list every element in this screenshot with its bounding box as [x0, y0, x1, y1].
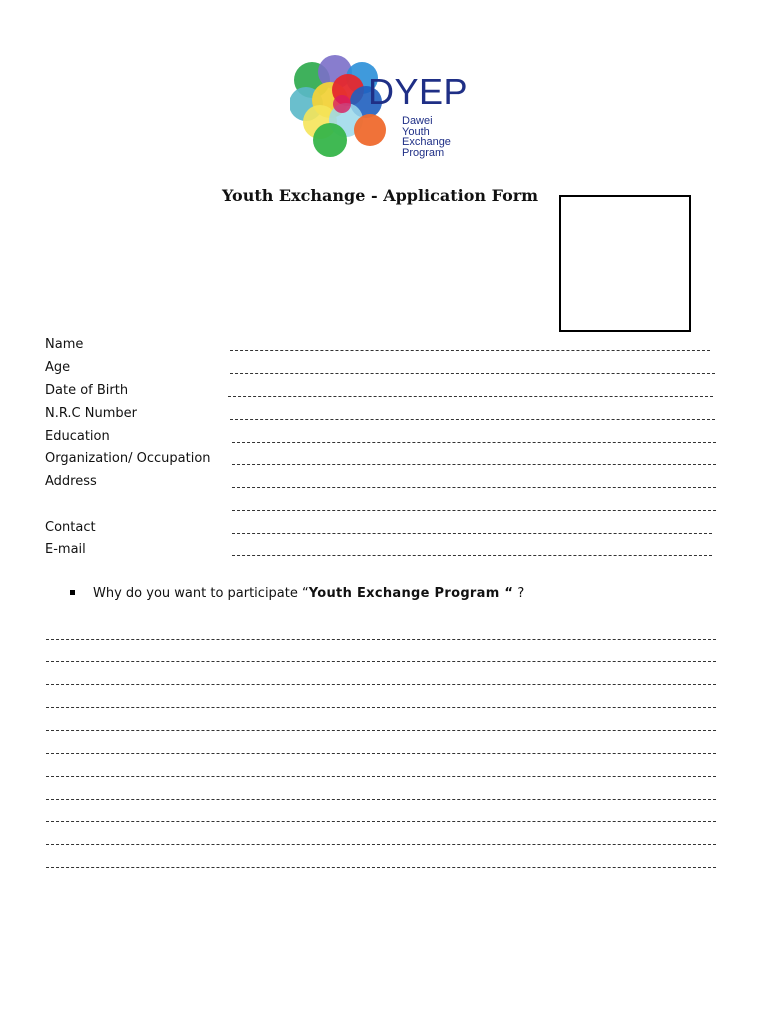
- field-fill-line[interactable]: [232, 533, 712, 534]
- field-fill-line[interactable]: [230, 419, 715, 420]
- question-suffix: ?: [513, 586, 525, 601]
- dyep-logo: [290, 52, 480, 160]
- answer-line[interactable]: [46, 867, 716, 868]
- field-fill-line[interactable]: [232, 487, 716, 488]
- field-label: Contact: [45, 520, 96, 535]
- field-label: Organization/ Occupation: [45, 451, 211, 466]
- logo-subtitle-line: Youth: [402, 125, 430, 138]
- field-label: Age: [45, 360, 71, 375]
- question-emphasis: Youth Exchange Program “: [308, 586, 514, 601]
- answer-line[interactable]: [46, 821, 716, 822]
- field-date-of-birth: [45, 383, 725, 405]
- photo-box[interactable]: [559, 195, 691, 332]
- field-address: [45, 474, 725, 496]
- field-fill-line[interactable]: [232, 555, 712, 556]
- field-nrc-number: [45, 406, 725, 428]
- field-fill-line[interactable]: [230, 373, 715, 374]
- answer-line[interactable]: [46, 707, 716, 708]
- answer-line[interactable]: [46, 684, 716, 685]
- answer-line[interactable]: [46, 844, 716, 845]
- field-fill-line[interactable]: [230, 350, 710, 351]
- bullet-icon: [70, 590, 75, 595]
- field-label: Date of Birth: [45, 383, 129, 398]
- answer-line[interactable]: [46, 776, 716, 777]
- logo-subtitle-line: Dawei: [402, 115, 433, 127]
- field-fill-line[interactable]: [228, 396, 713, 397]
- answer-line[interactable]: [46, 639, 716, 640]
- field-fill-line[interactable]: [232, 442, 716, 443]
- question-prefix: Why do you want to participate “: [93, 586, 309, 601]
- field-label: Education: [45, 429, 110, 444]
- field-age: [45, 360, 725, 382]
- field-fill-line[interactable]: [232, 464, 716, 465]
- answer-line[interactable]: [46, 661, 716, 662]
- field-organization-occupation: [45, 451, 725, 473]
- form-title: Youth Exchange - Application Form: [222, 186, 539, 205]
- field-label: Name: [45, 337, 84, 352]
- field-label: Address: [45, 474, 97, 489]
- answer-line[interactable]: [46, 753, 716, 754]
- logo-subtitle-line: Program: [402, 146, 445, 159]
- field-label: E-mail: [45, 542, 86, 557]
- field-fill-line[interactable]: [232, 510, 716, 511]
- answer-line[interactable]: [46, 799, 716, 800]
- logo-subtitle: [402, 116, 451, 158]
- field-contact: [45, 520, 725, 542]
- question-why-participate: [70, 586, 524, 601]
- field-label: N.R.C Number: [45, 406, 137, 421]
- field-name: [45, 337, 725, 359]
- field-address-line-2: [45, 497, 725, 519]
- field-email: [45, 542, 725, 564]
- field-education: [45, 429, 725, 451]
- logo-wordmark: DYEP: [368, 71, 469, 112]
- logo-subtitle-line: Exchange: [402, 136, 451, 148]
- answer-line[interactable]: [46, 730, 716, 731]
